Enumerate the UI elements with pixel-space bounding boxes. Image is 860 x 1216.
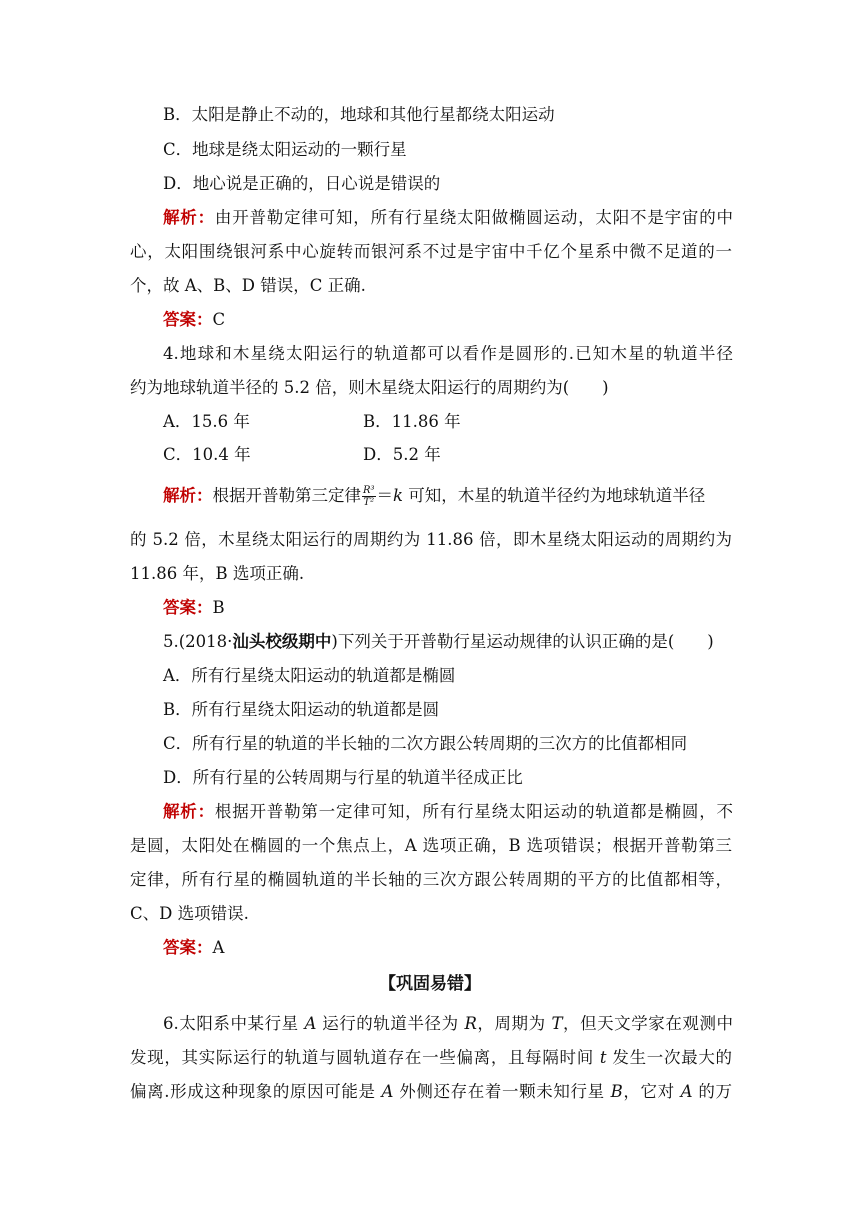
- q3-analysis-line-3: 个，故 A、B、D 错误，C 正确.: [130, 276, 366, 295]
- q4-option-c: C．10.4 年: [163, 445, 251, 464]
- q3-answer: [163, 308, 733, 332]
- q5-analysis-line-2: 是圆，太阳处在椭圆的一个焦点上，A 选项正确，B 选项错误；根据开普勒第三: [130, 836, 732, 855]
- q4-option-a: A．15.6 年: [163, 412, 250, 431]
- q5-analysis-line-3: 定律，所有行星的椭圆轨道的半长轴的三次方跟公转周期的平方的比值都相等，: [130, 870, 732, 889]
- q4-analysis-line-2: 的 5.2 倍，木星绕太阳运行的周期约为 11.86 倍，即木星绕太阳运动的周期约为: [130, 530, 732, 549]
- answer-value: A: [212, 938, 225, 957]
- q3-option-c: C．地球是绕太阳运动的一颗行星: [163, 140, 407, 159]
- analysis-label: 解析：: [163, 486, 213, 505]
- q4-analysis-line-1: 解析：根据开普勒第三定律 $\frac{\text{R³}}{\text{T²}}$ ＝k 可知，木星的轨道半径约为地球轨道半径: [163, 485, 706, 508]
- analysis-label: 解析：: [163, 802, 215, 821]
- q5-analysis-line-1: 解析：根据开普勒第一定律可知，所有行星绕太阳运动的轨道都是椭圆，不: [163, 802, 733, 821]
- analysis-label: 解析：: [163, 208, 215, 227]
- q3-option-d: D．地心说是正确的，日心说是错误的: [163, 174, 441, 193]
- q3-analysis-line-2: 心，太阳围绕银河系中心旋转而银河系不过是宇宙中千亿个星系中微不足道的一: [130, 242, 732, 261]
- answer-value: C: [212, 310, 226, 329]
- q5-analysis-line-4: C、D 选项错误.: [130, 904, 249, 923]
- q6-stem-line-2: 发现，其实际运行的轨道与圆轨道存在一些偏离，且每隔时间 t 发生一次最大的: [130, 1048, 732, 1067]
- q4-analysis-line-3: 11.86 年，B 选项正确.: [130, 564, 305, 583]
- q3-option-b: B．太阳是静止不动的，地球和其他行星都绕太阳运动: [163, 105, 555, 124]
- q6-stem-line-3: 偏离.形成这种现象的原因可能是 A 外侧还存在着一颗未知行星 B，它对 A 的万: [130, 1082, 732, 1101]
- answer-label: 答案：: [163, 310, 213, 329]
- q4-stem-line-1: 4.地球和木星绕太阳运行的轨道都可以看作是圆形的.已知木星的轨道半径: [163, 344, 733, 363]
- q5-option-c: C．所有行星的轨道的半长轴的二次方跟公转周期的三次方的比值都相同: [163, 734, 688, 753]
- q5-answer: [163, 936, 733, 960]
- answer-label: 答案：: [163, 938, 213, 957]
- q4-options-row-1: [163, 410, 733, 434]
- q6-stem-line-1: 6.太阳系中某行星 A 运行的轨道半径为 R，周期为 T，但天文学家在观测中: [163, 1014, 733, 1033]
- answer-value: B: [212, 598, 225, 617]
- kepler-fraction: $\frac{\text{R³}}{\text{T²}}$: [363, 485, 375, 508]
- q4-option-b: B．11.86 年: [363, 412, 461, 431]
- q5-option-b: B．所有行星绕太阳运动的轨道都是圆: [163, 700, 440, 719]
- q5-option-d: D．所有行星的公转周期与行星的轨道半径成正比: [163, 768, 523, 787]
- q3-analysis-line-1: 解析：由开普勒定律可知，所有行星绕太阳做椭圆运动，太阳不是宇宙的中: [163, 208, 733, 227]
- q5-option-a: A．所有行星绕太阳运动的轨道都是椭圆: [163, 666, 456, 685]
- q4-stem-line-2: 约为地球轨道半径的 5.2 倍，则木星绕太阳运行的周期约为( ): [130, 378, 609, 397]
- q4-answer: [163, 596, 733, 620]
- q4-option-d: D．5.2 年: [363, 445, 441, 464]
- q5-stem: 5.(2018·汕头校级期中)下列关于开普勒行星运动规律的认识正确的是( ): [163, 632, 714, 651]
- q4-options-row-2: [163, 443, 733, 467]
- answer-label: 答案：: [163, 598, 213, 617]
- section-heading: 【巩固易错】: [379, 974, 481, 994]
